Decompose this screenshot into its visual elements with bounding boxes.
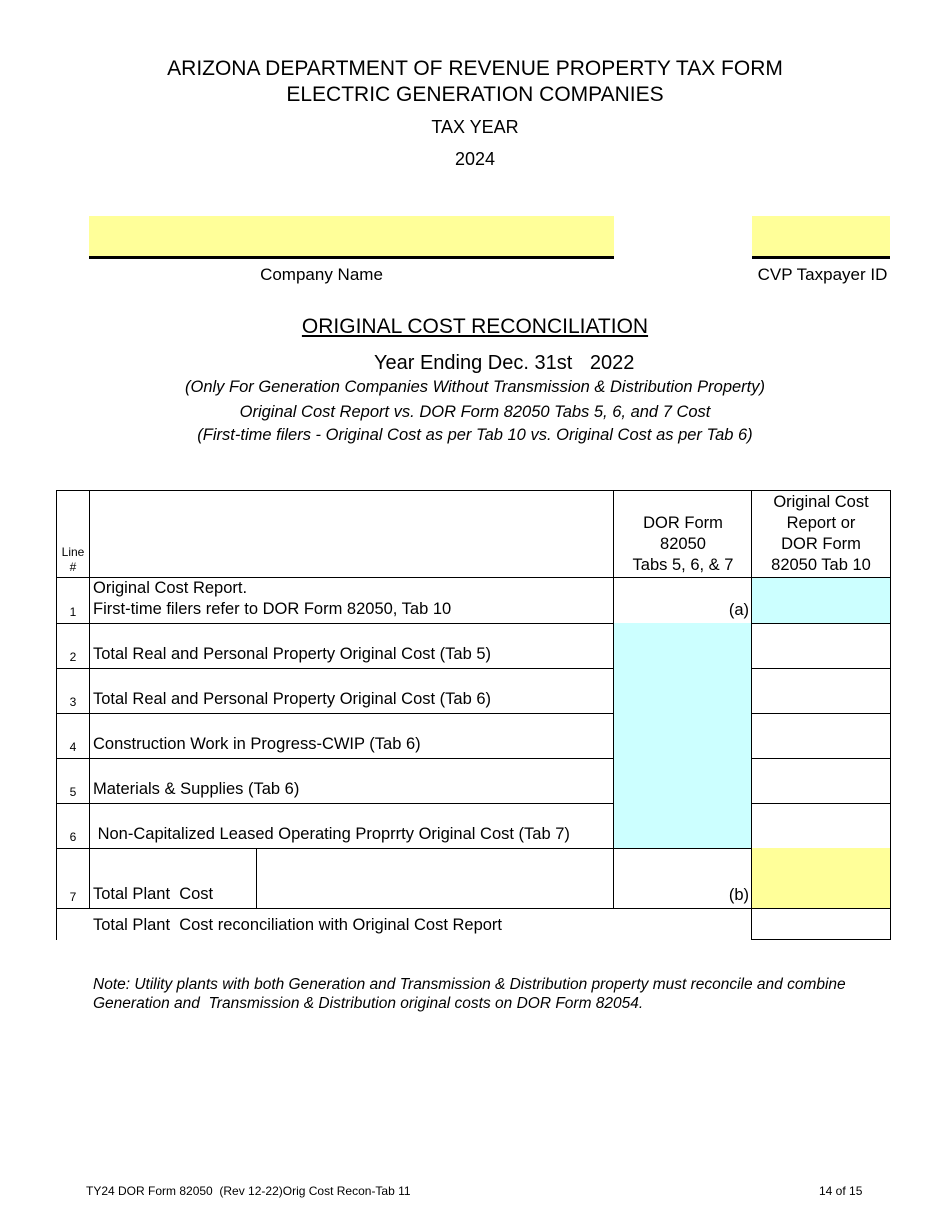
line-header-hash: # [69,560,77,574]
row-7-mark: (b) [728,886,749,904]
line-header-label: Line [61,545,85,559]
row-3-orig-cell [751,668,891,714]
table-row-6-num: 6 [56,803,90,849]
subtitle-1: (Only For Generation Companies Without Transmission & Distribution Property) [184,378,765,396]
desc-header-cell [90,490,614,578]
table-row-5-desc: Materials & Supplies (Tab 6) [90,758,614,804]
row-7-dor-cell [613,848,752,909]
recon-label-cell: Total Plant Cost reconciliation with Original Cost Report [93,916,503,934]
dor-header-cell [613,490,752,578]
table-row-1-num: 1 [56,578,90,624]
table-row-7-num: 7 [56,848,90,909]
footer-form-id: TY24 DOR Form 82050 (Rev 12-22)Orig Cost Recon-Tab 11 [86,1184,411,1198]
dor-header-line3: Tabs 5, 6, & 7 [632,556,734,574]
row-1-mark: (a) [728,601,749,619]
table-row-4-desc: Construction Work in Progress-CWIP (Tab 6) [90,713,614,759]
row-4-dor-input[interactable] [613,713,752,759]
row-4-orig-cell [751,713,891,759]
orig-header-cell [751,490,891,578]
year-ending-line [374,352,634,375]
row-5-orig-cell [751,758,891,804]
table-row-2-desc: Total Real and Personal Property Original Cost (Tab 5) [90,623,614,669]
recon-left-border [56,909,58,940]
tax-year-label: TAX YEAR [431,117,519,137]
row-1-desc-line1: Original Cost Report. [93,579,248,597]
dor-header-line2: 82050 [660,535,706,553]
row-1-orig-input[interactable] [751,578,891,624]
row-5-dor-input[interactable] [613,758,752,804]
table-row-2-num: 2 [56,623,90,669]
table-row-3-num: 3 [56,668,90,714]
year-ending-label: Year Ending Dec. 31st [374,352,573,374]
form-title-line1: ARIZONA DEPARTMENT OF REVENUE PROPERTY TAX FORM [167,57,783,80]
subtitle-3: (First-time filers - Original Cost as per Tab 10 vs. Original Cost as per Tab 6) [197,426,753,444]
company-name-label: Company Name [260,265,383,284]
note-block [93,975,893,1013]
year-ending-value: 2022 [589,352,635,374]
orig-header-line1: Original Cost [773,493,869,511]
row-6-orig-cell [751,803,891,849]
recon-result-cell [751,909,891,940]
row-2-orig-cell [751,623,891,669]
note-line-2: Generation and Transmission & Distribution original costs on DOR Form 82054. [93,995,644,1012]
form-title-line2: ELECTRIC GENERATION COMPANIES [286,83,664,106]
row-6-dor-input[interactable] [613,803,752,849]
row-7-spacer-cell [256,848,614,909]
note-line-1: Note: Utility plants with both Generation and Transmission & Distribution property must reconcile and combine [93,976,846,993]
section-title: ORIGINAL COST RECONCILIATION [301,315,649,338]
tax-year-value: 2024 [454,149,496,169]
footer-page-number: 14 of 15 [819,1184,863,1198]
dor-header-line1: DOR Form [643,514,723,532]
orig-header-line4: 82050 Tab 10 [771,556,871,574]
company-name-field[interactable] [89,216,614,259]
orig-header-line2: Report or [786,514,856,532]
row-3-dor-input[interactable] [613,668,752,714]
table-row-4-num: 4 [56,713,90,759]
taxpayer-id-field[interactable] [752,216,890,259]
subtitle-2: Original Cost Report vs. DOR Form 82050 Tabs 5, 6, and 7 Cost [239,403,711,421]
line-header-cell [56,490,90,578]
row-7-orig-input[interactable] [751,848,891,909]
taxpayer-id-label: CVP Taxpayer ID [757,265,888,284]
row-1-dor-cell [613,578,752,624]
row-1-desc-line2: First-time filers refer to DOR Form 82050, Tab 10 [93,600,452,618]
table-row-1-desc [90,578,614,624]
table-row-3-desc: Total Real and Personal Property Original Cost (Tab 6) [90,668,614,714]
row-2-dor-input[interactable] [613,623,752,669]
table-row-7-desc: Total Plant Cost [90,848,257,909]
table-row-5-num: 5 [56,758,90,804]
table-row-6-desc: Non-Capitalized Leased Operating Proprrty Original Cost (Tab 7) [90,803,614,849]
orig-header-line3: DOR Form [781,535,861,553]
